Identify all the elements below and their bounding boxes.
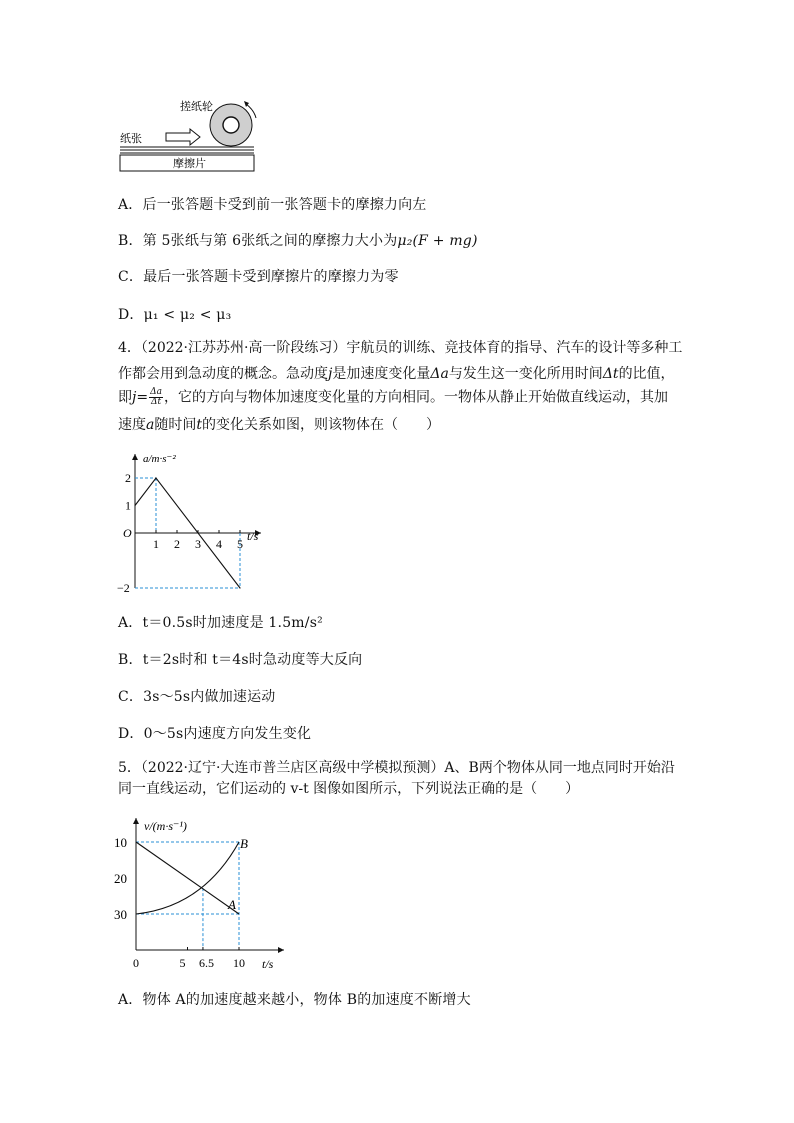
q4-option-a: A．t＝0.5s时加速度是 1.5m/s² xyxy=(118,615,323,631)
q4-line4: 速度a随时间t的变化关系如图，则该物体在（ ） xyxy=(118,417,440,433)
at-xtick-label: 3 xyxy=(195,537,201,551)
q4-line2: 作都会用到急动度的概念。急动度j是加速度变化量Δa与发生这一变化所用时间Δt的比值， xyxy=(118,366,675,382)
q3-option-b-text: B．第 5张纸与第 6张纸之间的摩擦力大小为 xyxy=(118,233,398,249)
q3-option-d: D．μ₁ < μ₂ < μ₃ xyxy=(118,307,232,323)
at-xtick-label: 1 xyxy=(153,537,159,551)
vt-xtick-label: 0 xyxy=(133,956,139,970)
vt-label-a: A xyxy=(228,897,236,912)
at-origin: O xyxy=(123,526,132,540)
q5-line1: 5．（2022·辽宁·大连市普兰店区高级中学模拟预测）A、B两个物体从同一地点同时开始沿 xyxy=(118,760,675,776)
q5-line2: 同一直线运动，它们运动的 v-t 图像如图所示，下列说法正确的是（ ） xyxy=(118,781,580,797)
vt-ytick-label: 20 xyxy=(114,871,127,886)
at-ylabel: a/m·s⁻² xyxy=(143,453,176,465)
q3-option-a: A．后一张答题卡受到前一张答题卡的摩擦力向左 xyxy=(118,197,427,213)
at-xtick-label: 4 xyxy=(216,537,222,551)
q3-option-b xyxy=(118,230,478,250)
vt-xlabel: t/s xyxy=(262,957,274,971)
paper-arrow-icon xyxy=(166,129,200,145)
q4-option-c: C．3s～5s内做加速运动 xyxy=(118,689,276,705)
q4-line1: 4．（2022·江苏苏州·高一阶段练习）宇航员的训练、竞技体育的指导、汽车的设计等多种工 xyxy=(118,340,683,356)
vt-xtick-label: 5 xyxy=(179,956,186,970)
at-point xyxy=(134,505,135,506)
jerk-fraction: $\frac{\Delta a}{\Delta t}$ xyxy=(150,387,162,407)
at-xtick-label: 5 xyxy=(237,537,243,551)
at-xtick-label: 2 xyxy=(174,537,180,551)
q4-option-b: B．t＝2s时和 t＝4s时急动度等大反向 xyxy=(118,652,363,668)
at-point xyxy=(239,587,240,588)
vt-ytick-label: 10 xyxy=(114,835,127,850)
q3-option-b-formula: μ₂(F + mg) xyxy=(397,233,478,249)
at-ytick-label: 1 xyxy=(125,498,131,513)
at-ytick-label: 2 xyxy=(125,471,131,485)
vt-ylabel: v/(m·s⁻¹) xyxy=(144,819,187,833)
vt-series-a xyxy=(136,842,239,914)
vt-ytick-label: 30 xyxy=(114,907,127,922)
vt-xtick-label: 6.5 xyxy=(198,956,214,970)
q3-option-c: C．最后一张答题卡受到摩擦片的摩擦力为零 xyxy=(118,269,399,285)
q4-line3: 即j= $\frac{\Delta a}{\Delta t}$ ，它的方向与物体加速度变化量的方向相同。一物体从静止开始做直线运动，其加 xyxy=(118,387,668,407)
at-ytick-label: −2 xyxy=(117,581,130,593)
roller-label: 搓纸轮 xyxy=(180,101,213,113)
roller-hub xyxy=(223,117,239,133)
roller-figure xyxy=(118,92,258,174)
vt-label-b: B xyxy=(240,836,248,851)
q4-option-d: D．0～5s内速度方向发生变化 xyxy=(118,726,312,742)
pad-label: 摩擦片 xyxy=(173,158,206,170)
chart-at xyxy=(115,448,275,593)
vt-xtick-label: 10 xyxy=(233,956,245,970)
at-xlabel: t/s xyxy=(247,529,259,543)
q5-option-a: A．物体 A的加速度越来越小，物体 B的加速度不断增大 xyxy=(118,992,471,1008)
at-point xyxy=(155,477,156,478)
paper-label: 纸张 xyxy=(120,133,142,145)
chart-vt xyxy=(112,812,292,977)
